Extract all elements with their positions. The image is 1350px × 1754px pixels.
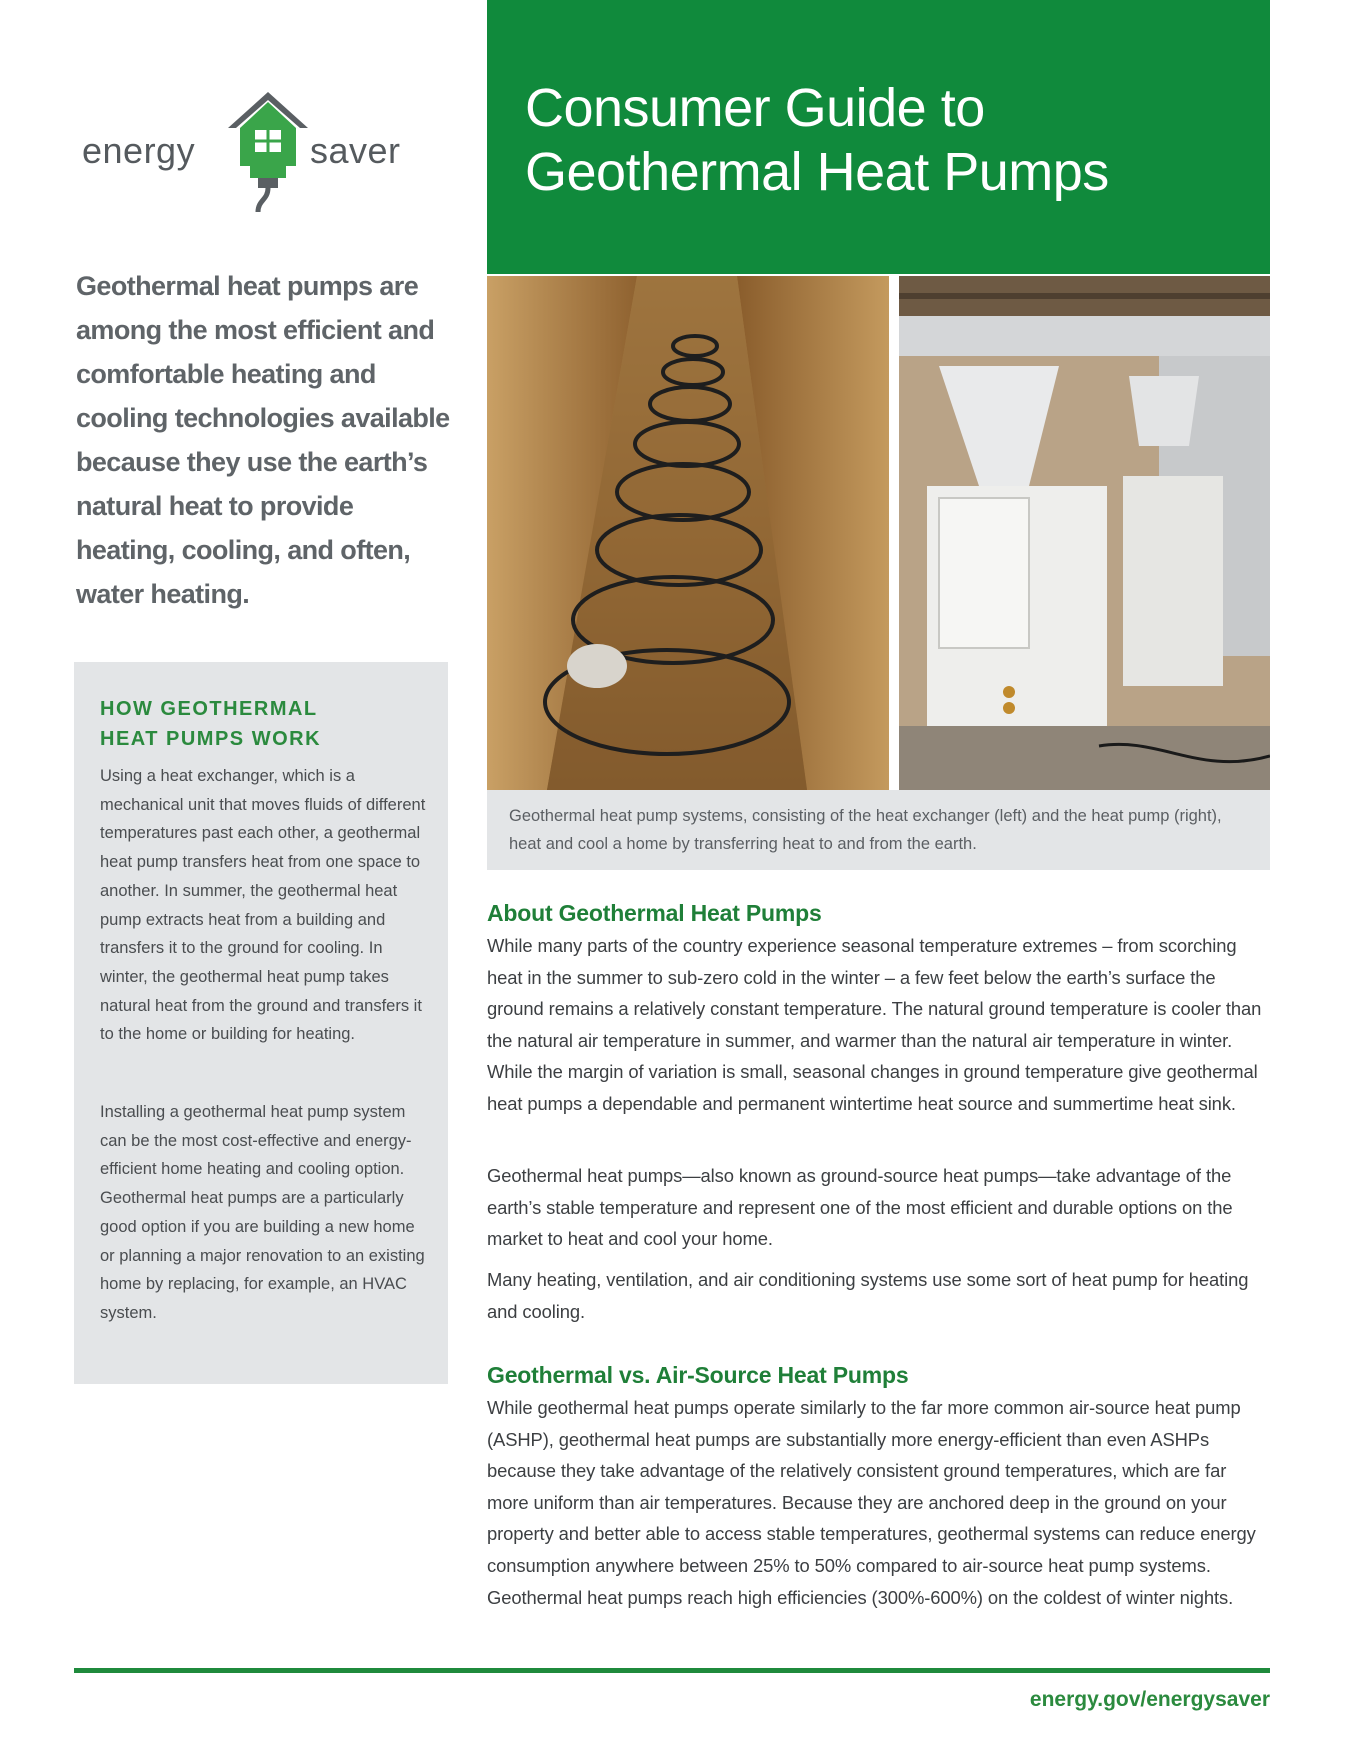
photo-caption-band bbox=[487, 790, 1270, 870]
how-it-works-box bbox=[74, 662, 448, 1384]
heat-pump-units-photo bbox=[899, 276, 1270, 790]
page-title bbox=[525, 76, 1245, 204]
title-band bbox=[487, 0, 1270, 274]
logo-word-energy: energy bbox=[82, 130, 196, 171]
heading-line-1: HOW GEOTHERMAL bbox=[100, 698, 318, 720]
intro-text: Geothermal heat pumps are among the most efficient and comfortable heating and cooling technologies available because they use the earth’s natural heat to provide heating, cooling, and often, water heating. bbox=[76, 271, 450, 609]
logo-word-saver: saver bbox=[310, 130, 401, 171]
photo-caption: Geothermal heat pump systems, consisting of the heat exchanger (left) and the heat pump (right), heat and cool a home by transferring heat to and from the earth. bbox=[509, 807, 1222, 853]
sidebar-paragraph-2: Installing a geothermal heat pump system can be the most cost-effective and energy-efficient home heating and cooling option. Geothermal heat pumps are a particularly good option if you are building a new home or planning a major renovation to an existing home by replacing, for example, an HVAC system. bbox=[100, 1103, 425, 1322]
title-line-2: Geothermal Heat Pumps bbox=[525, 142, 1109, 202]
about-paragraph-3: Many heating, ventilation, and air conditioning systems use some sort of heat pump for heating and cooling. bbox=[487, 1269, 1249, 1322]
about-paragraph-1: While many parts of the country experience seasonal temperature extremes – from scorching heat in the summer to sub-zero cold in the winter – a few feet below the earth’s surface the ground remains a relatively constant temperature. The natural ground temperature is cooler than the natural air temperature in summer, and warmer than the natural air temperature in winter. While the margin of variation is small, seasonal changes in ground temperature give geothermal heat pumps a dependable and permanent wintertime heat source and summertime heat sink. bbox=[487, 935, 1262, 1114]
sidebar-paragraph-1: Using a heat exchanger, which is a mechanical unit that moves fluids of different temperatures past each other, a geothermal heat pump transfers heat from one space to another. In summer, the geothermal heat pump extracts heat from a building and transfers it to the ground for cooling. In winter, the geothermal heat pump takes natural heat from the ground and transfers it to the home or building for heating. bbox=[100, 767, 426, 1044]
heat-exchanger-trench-photo bbox=[487, 276, 889, 790]
title-line-1: Consumer Guide to bbox=[525, 78, 985, 138]
footer-url[interactable]: energy.gov/energysaver bbox=[1029, 1688, 1270, 1711]
how-it-works-heading bbox=[100, 694, 430, 754]
section-heading-vs-air-source: Geothermal vs. Air-Source Heat Pumps bbox=[487, 1362, 909, 1388]
about-paragraph-2: Geothermal heat pumps—also known as ground-source heat pumps—take advantage of the earth’s stable temperature and represent one of the most efficient and durable options on the market to heat and cool your home. bbox=[487, 1165, 1233, 1250]
vs-paragraph-1: While geothermal heat pumps operate similarly to the far more common air-source heat pump (ASHP), geothermal heat pumps are substantially more energy-efficient than even ASHPs because they take advantage of the relatively consistent ground temperatures, which are far more uniform than air temperatures. Because they are anchored deep in the ground on your property and better able to access stable temperatures, geothermal systems can reduce energy consumption anywhere between 25% to 50% compared to air-source heat pump systems. Geothermal heat pumps reach high efficiencies (300%-600%) on the coldest of winter nights. bbox=[487, 1397, 1256, 1608]
section-heading-about: About Geothermal Heat Pumps bbox=[487, 900, 822, 926]
house-plug-icon bbox=[228, 88, 308, 218]
energy-saver-logo bbox=[80, 88, 420, 218]
footer-rule bbox=[74, 1668, 1270, 1673]
heading-line-2: HEAT PUMPS WORK bbox=[100, 728, 322, 750]
